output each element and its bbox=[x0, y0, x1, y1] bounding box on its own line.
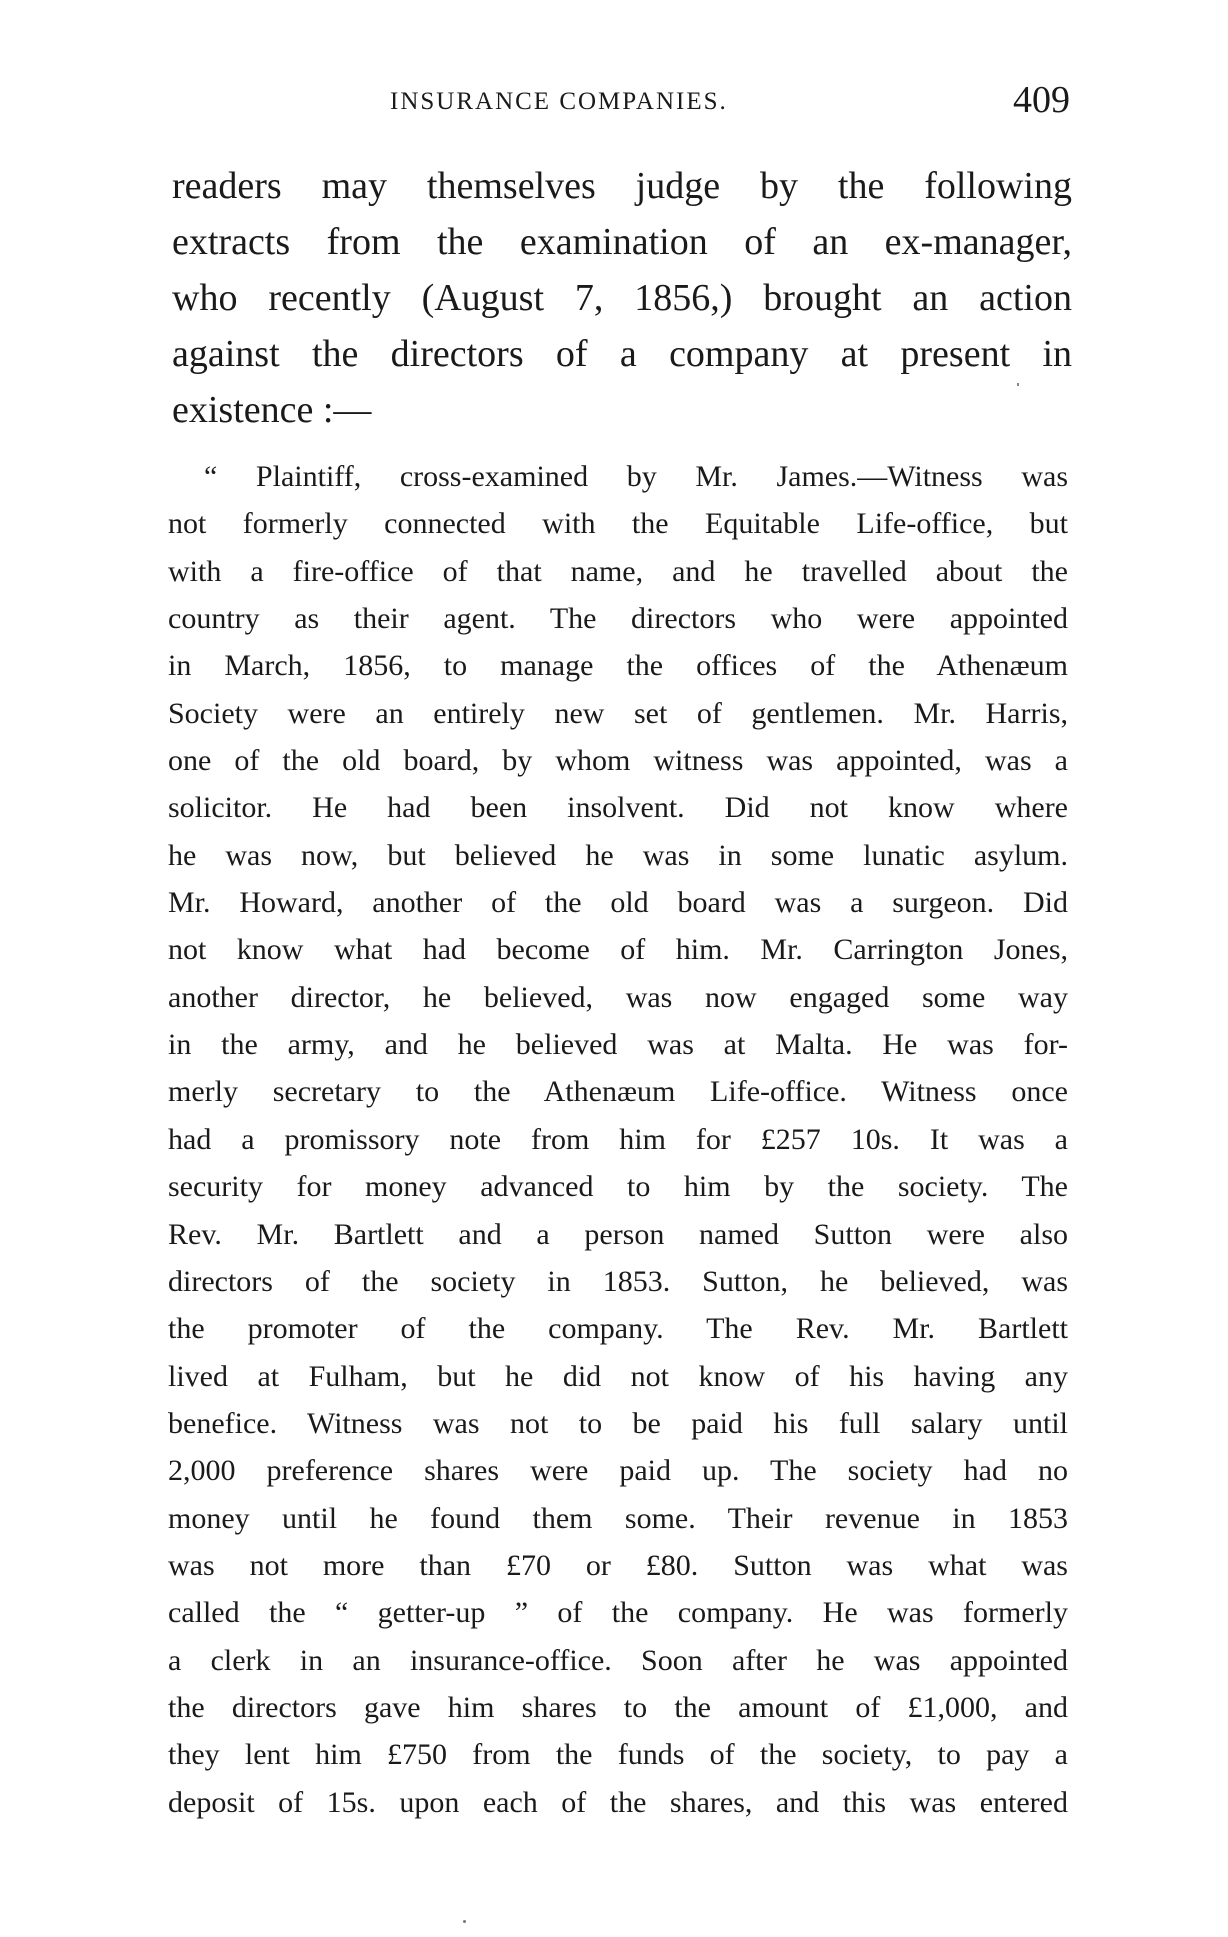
quote-line: was not more than £70 or £80. Sutton was what was bbox=[168, 1548, 1068, 1582]
text-line: extracts from the examination of an ex-manager, bbox=[172, 221, 1072, 263]
quote-line: 2,000 preference shares were paid up. The society had no bbox=[168, 1454, 1068, 1488]
quote-line: country as their agent. The directors who were appointed bbox=[168, 602, 1068, 636]
quote-line: he was now, but believed he was in some lunatic asylum. bbox=[168, 838, 1068, 872]
running-title: INSURANCE COMPANIES. bbox=[390, 88, 728, 115]
quote-line: not formerly connected with the Equitable Life-office, but bbox=[168, 507, 1068, 541]
quote-line: not know what had become of him. Mr. Carrington Jones, bbox=[168, 933, 1068, 967]
quote-line: the directors gave him shares to the amount of £1,000, and bbox=[168, 1690, 1068, 1724]
quote-line: in the army, and he believed was at Malta. He was for- bbox=[168, 1028, 1068, 1062]
quoted-testimony bbox=[168, 453, 1068, 1826]
quote-line: had a promissory note from him for £257 10s. It was a bbox=[168, 1122, 1068, 1156]
quote-line: solicitor. He had been insolvent. Did not know where bbox=[168, 791, 1068, 825]
quote-line: deposit of 15s. upon each of the shares, and this was entered bbox=[168, 1785, 1068, 1819]
quote-line: they lent him £750 from the funds of the society, to pay a bbox=[168, 1738, 1068, 1772]
quote-line: in March, 1856, to manage the offices of the Athenæum bbox=[168, 649, 1068, 683]
page-number: 409 bbox=[1013, 79, 1070, 121]
quote-line: directors of the society in 1853. Sutton, he believed, was bbox=[168, 1264, 1068, 1298]
quote-line: with a fire-office of that name, and he travelled about the bbox=[168, 554, 1068, 588]
text-line: against the directors of a company at present in bbox=[172, 333, 1072, 375]
quote-line: called the “ getter-up ” of the company. He was formerly bbox=[168, 1596, 1068, 1630]
quote-line: money until he found them some. Their revenue in 1853 bbox=[168, 1501, 1068, 1535]
quote-line: merly secretary to the Athenæum Life-office. Witness once bbox=[168, 1075, 1068, 1109]
text-line: existence :— bbox=[172, 389, 372, 431]
quote-line: another director, he believed, was now engaged some way bbox=[168, 980, 1068, 1014]
text-line: readers may themselves judge by the following bbox=[172, 165, 1072, 207]
quote-line: “ Plaintiff, cross-examined by Mr. James.—Witness was bbox=[204, 460, 1068, 493]
print-speck bbox=[463, 1920, 466, 1923]
quote-line: Rev. Mr. Bartlett and a person named Sutton were also bbox=[168, 1217, 1068, 1251]
quote-line: a clerk in an insurance-office. Soon after he was appointed bbox=[168, 1643, 1068, 1677]
quote-line: one of the old board, by whom witness was appointed, was a bbox=[168, 744, 1068, 778]
quote-line: Society were an entirely new set of gentlemen. Mr. Harris, bbox=[168, 696, 1068, 730]
running-head bbox=[170, 78, 1070, 128]
quote-line: lived at Fulham, but he did not know of his having any bbox=[168, 1359, 1068, 1393]
print-speck bbox=[1017, 383, 1019, 386]
intro-paragraph bbox=[172, 158, 1072, 438]
quote-line: security for money advanced to him by the society. The bbox=[168, 1170, 1068, 1204]
quote-line: benefice. Witness was not to be paid his full salary until bbox=[168, 1406, 1068, 1440]
text-line: who recently (August 7, 1856,) brought an action bbox=[172, 277, 1072, 319]
quote-line: Mr. Howard, another of the old board was a surgeon. Did bbox=[168, 886, 1068, 920]
quote-line: the promoter of the company. The Rev. Mr. Bartlett bbox=[168, 1312, 1068, 1346]
